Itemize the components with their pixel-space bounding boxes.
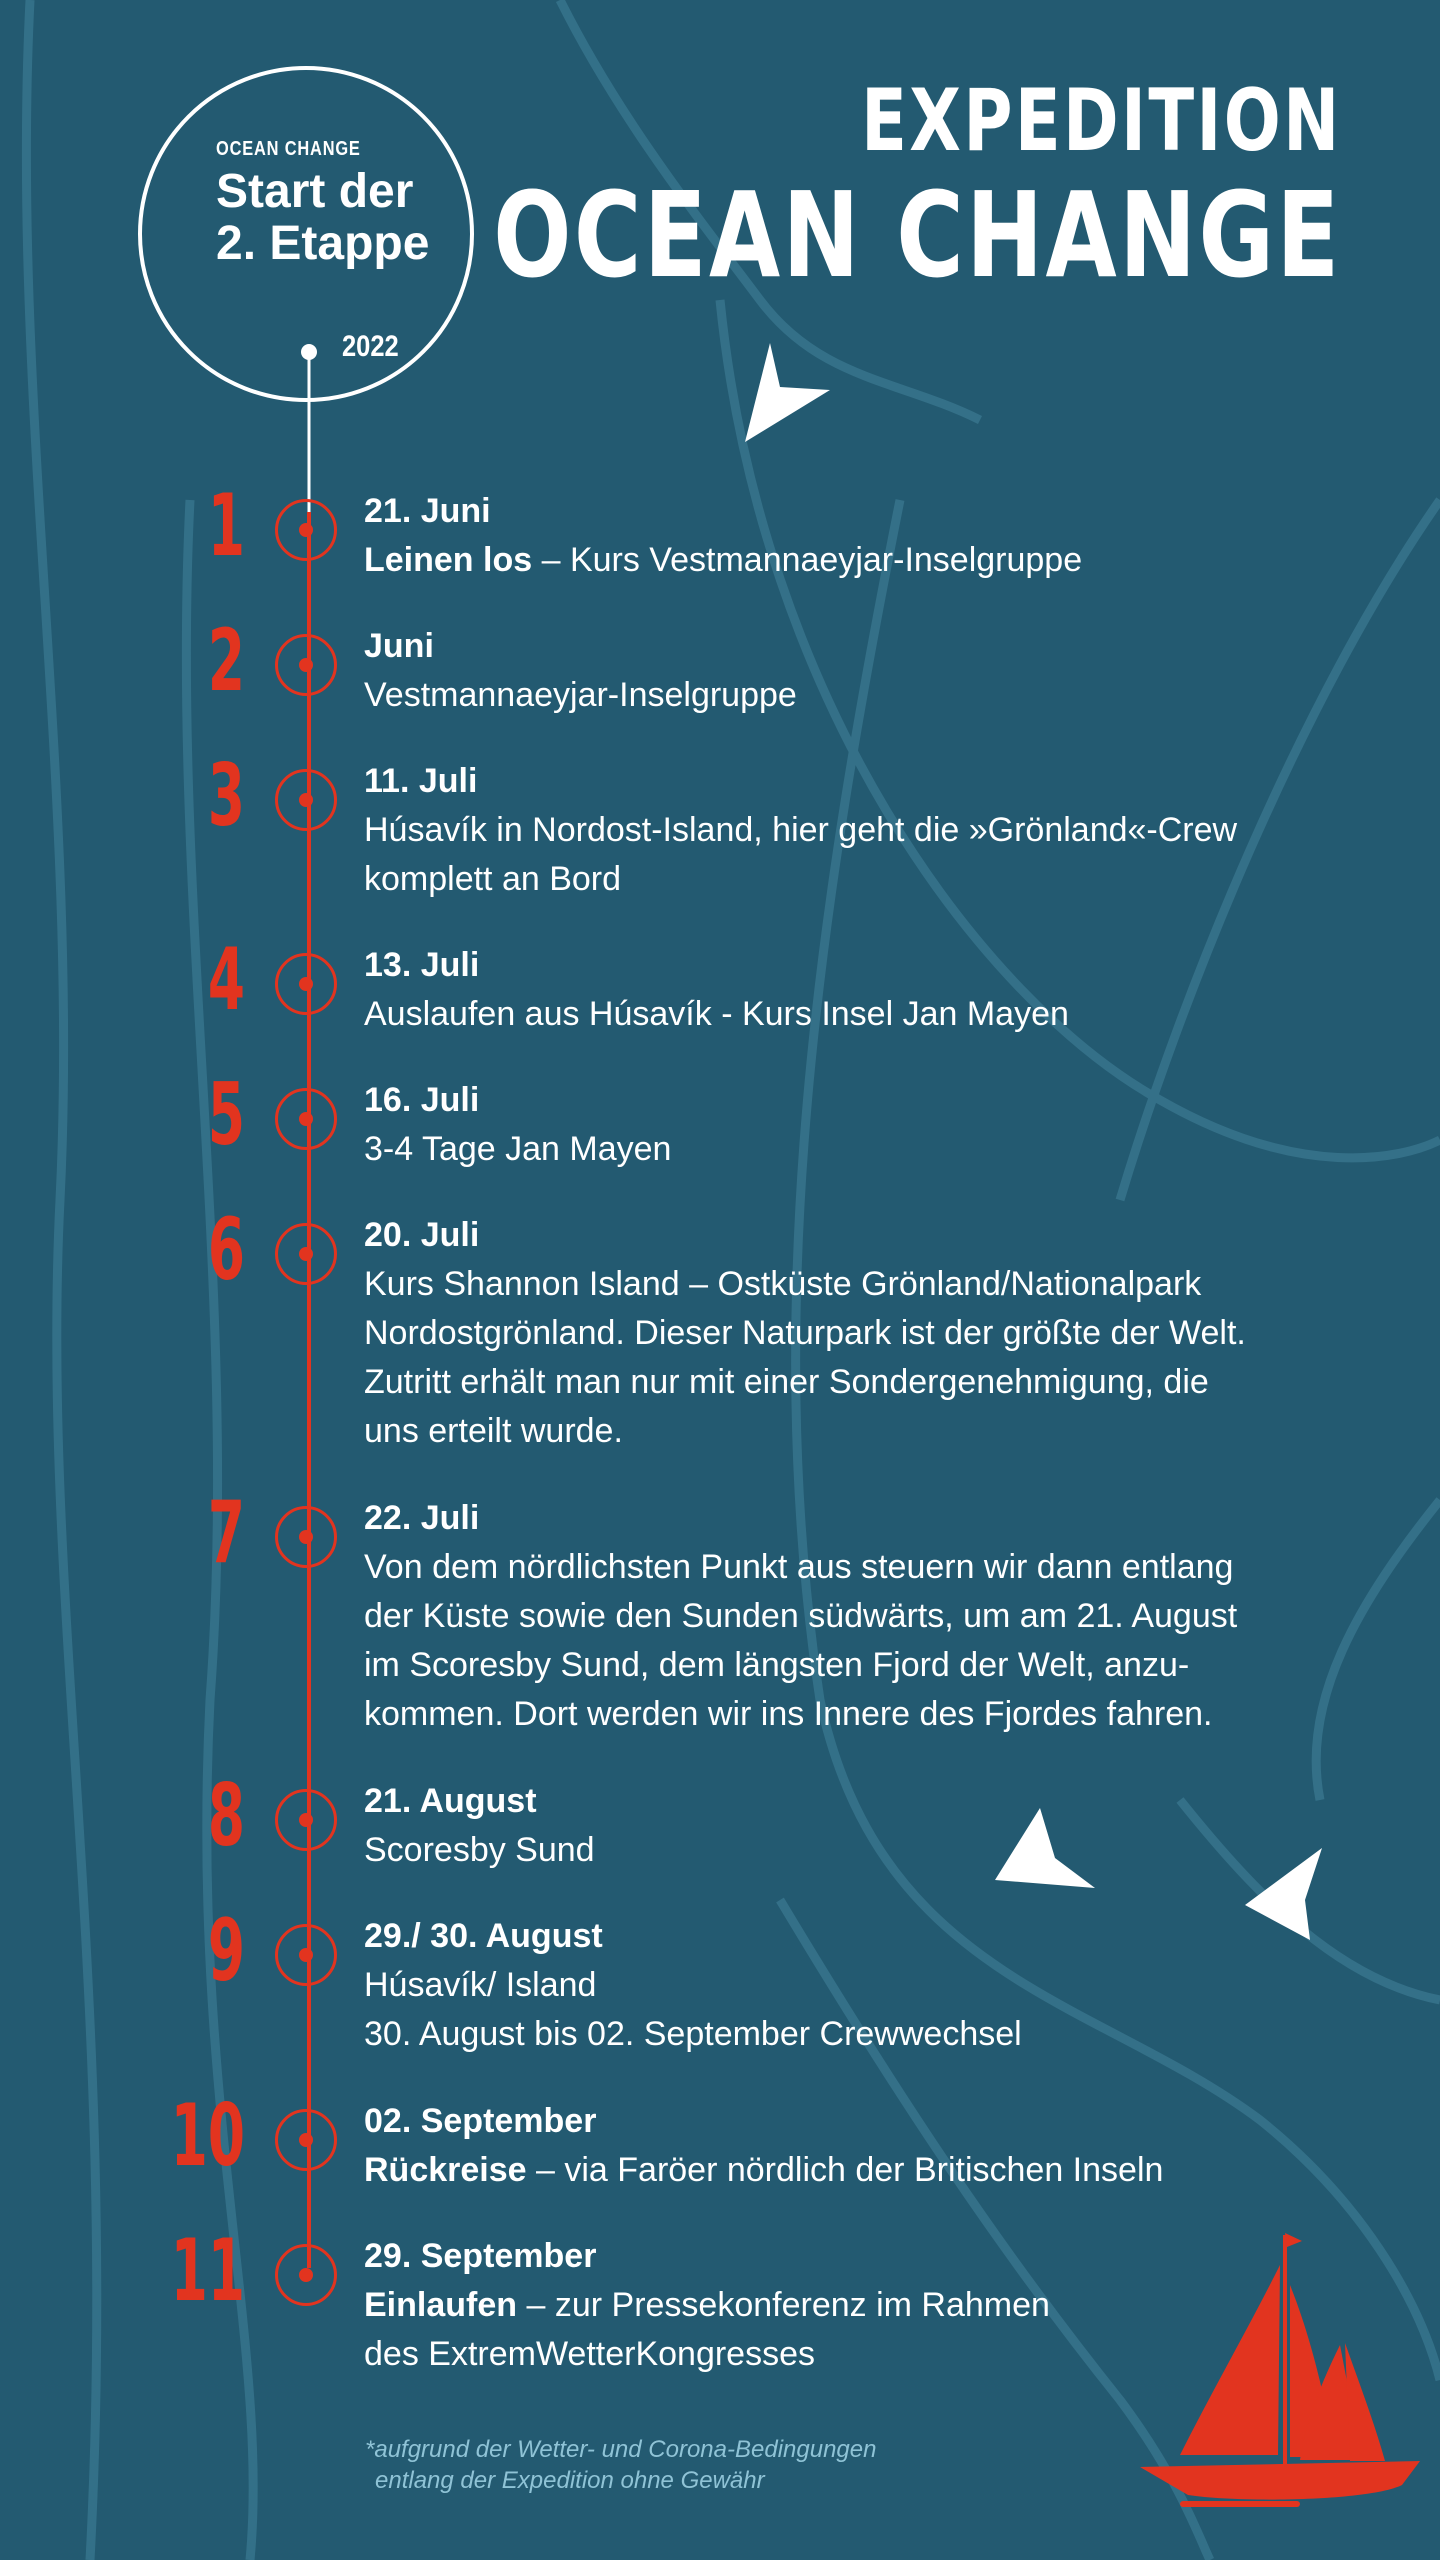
step-lead: Leinen los [364, 541, 533, 579]
step-description: komplett an Bord [364, 860, 622, 898]
step-date: 29. September [364, 2237, 597, 2275]
step-description: Von dem nördlichsten Punkt aus steuern wir dann entlang [364, 1548, 1234, 1586]
step-description: 3-4 Tage Jan Mayen [364, 1130, 672, 1168]
badge-headline: Start der 2. Etappe [216, 165, 430, 270]
badge-year: 2022 [342, 330, 399, 363]
timeline-dot [299, 523, 313, 537]
step-description: Zutritt erhält man nur mit einer Sondergenehmigung, die [364, 1363, 1209, 1401]
timeline-dot [299, 2268, 313, 2282]
step-description: 30. August bis 02. September Crewwechsel [364, 2015, 1022, 2053]
step-date: 20. Juli [364, 1216, 480, 1254]
footnote [365, 2434, 876, 2496]
step-date: 21. Juni [364, 492, 491, 530]
step-date: 29./ 30. August [364, 1917, 603, 1955]
step-date: Juni [364, 627, 434, 665]
step-date: 11. Juli [364, 762, 478, 800]
step-description: der Küste sowie den Sunden südwärts, um am 21. August [364, 1597, 1238, 1635]
step-lead: Einlaufen [364, 2286, 518, 2324]
step-number: 5 [207, 1065, 245, 1165]
step-date: 21. August [364, 1782, 537, 1820]
step-description: kommen. Dort werden wir ins Innere des Fjordes fahren. [364, 1695, 1213, 1733]
step-number: 3 [207, 746, 245, 846]
timeline-dot [299, 658, 313, 672]
title-line-2: OCEAN CHANGE [493, 166, 1342, 304]
step-description: Scoresby Sund [364, 1831, 595, 1869]
footnote-line: *aufgrund der Wetter- und Corona-Bedingungen [365, 2436, 877, 2463]
step-description: Auslaufen aus Húsavík - Kurs Insel Jan Mayen [364, 995, 1069, 1033]
step-lead: Rückreise [364, 2151, 527, 2189]
timeline-dot [299, 977, 313, 991]
step-date: 02. September [364, 2102, 597, 2140]
step-date: 16. Juli [364, 1081, 480, 1119]
badge-label: OCEAN CHANGE [216, 138, 361, 160]
step-date: 13. Juli [364, 946, 480, 984]
footnote-line: entlang der Expedition ohne Gewähr [375, 2467, 765, 2494]
step-description: Húsavík/ Island [364, 1966, 597, 2004]
step-description: im Scoresby Sund, dem längsten Fjord der Welt, anzu- [364, 1646, 1190, 1684]
step-description: – via Faröer nördlich der Britischen Inseln [536, 2151, 1164, 2189]
timeline-dot [299, 1247, 313, 1261]
sailing-ship-icon [1140, 2225, 1420, 2525]
timeline-dot [299, 1530, 313, 1544]
timeline-dot [299, 2133, 313, 2147]
step-number: 1 [207, 476, 245, 576]
step-number: 9 [207, 1901, 245, 2001]
step-number: 10 [170, 2086, 245, 2186]
step-number: 7 [207, 1483, 245, 1583]
step-description: Kurs Shannon Island – Ostküste Grönland/Nationalpark [364, 1265, 1202, 1303]
step-number: 6 [207, 1200, 245, 1300]
timeline-dot [299, 1813, 313, 1827]
step-number: 8 [207, 1766, 245, 1866]
timeline-dot [299, 1112, 313, 1126]
step-description: Vestmannaeyjar-Inselgruppe [364, 676, 797, 714]
step-description: Nordostgrönland. Dieser Naturpark ist der größte der Welt. [364, 1314, 1246, 1352]
step-date: 22. Juli [364, 1499, 480, 1537]
step-description: Húsavík in Nordost-Island, hier geht die »Grönland«-Crew [364, 811, 1238, 849]
step-number: 11 [170, 2221, 245, 2321]
step-description: – zur Pressekonferenz im Rahmen [526, 2286, 1050, 2324]
timeline-dot [299, 1948, 313, 1962]
step-description: – Kurs Vestmannaeyjar-Inselgruppe [541, 541, 1083, 579]
step-description: uns erteilt wurde. [364, 1412, 623, 1450]
step-number: 4 [207, 930, 245, 1030]
title-line-1: EXPEDITION [861, 71, 1342, 171]
step-number: 2 [207, 611, 245, 711]
timeline-dot [299, 793, 313, 807]
step-description: des ExtremWetterKongresses [364, 2335, 815, 2373]
